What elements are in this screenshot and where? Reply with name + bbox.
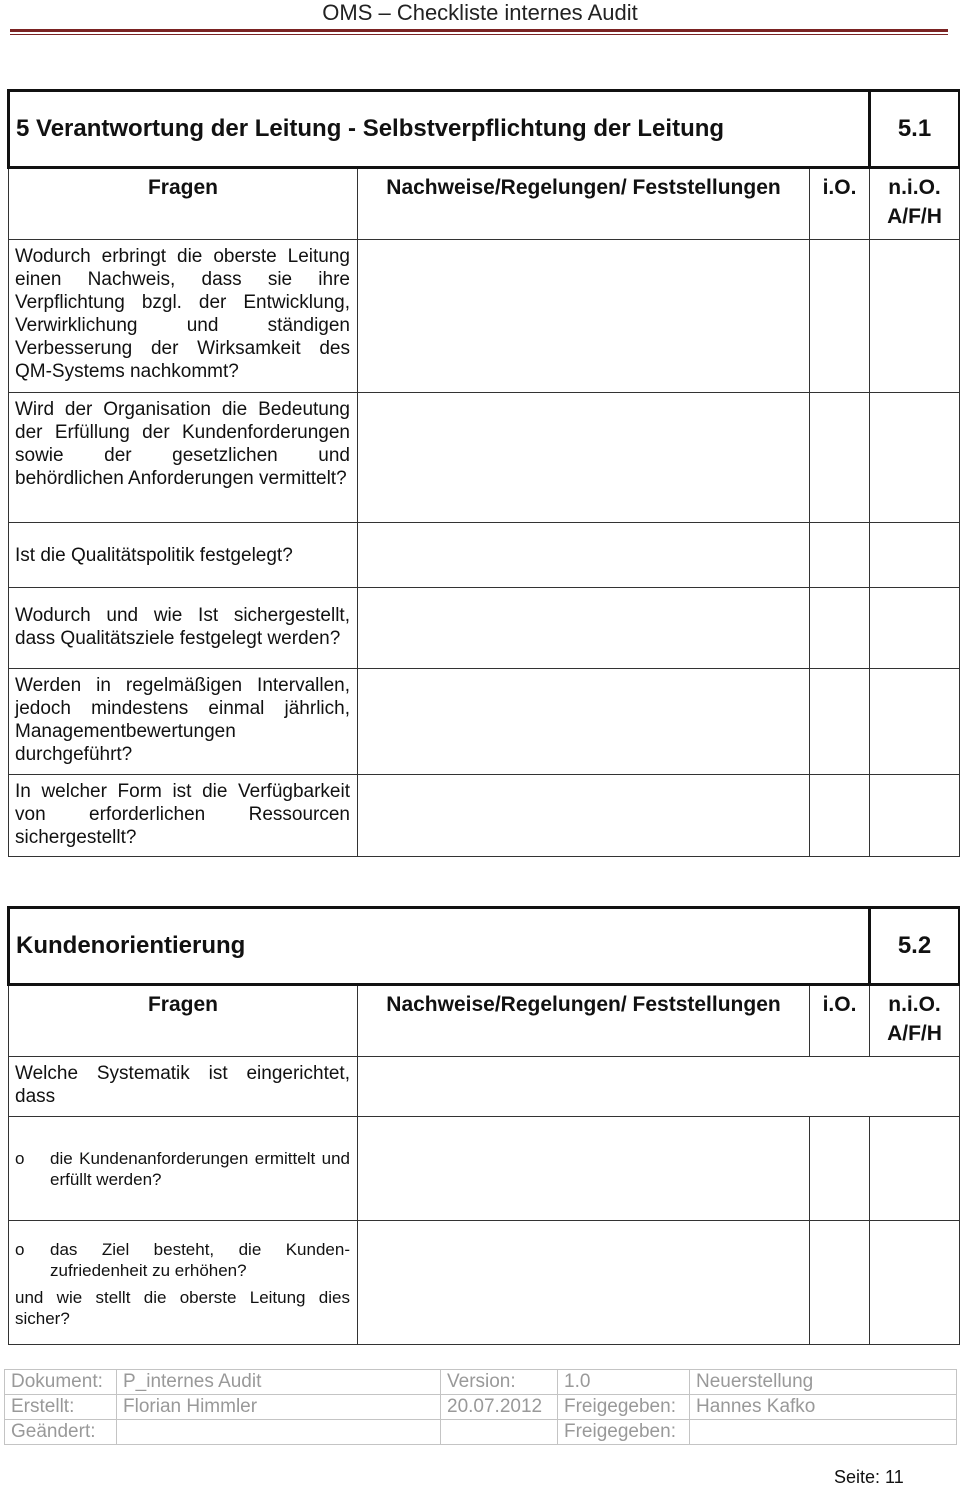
footer-empty-cell [690, 1420, 957, 1445]
nio-cell[interactable] [870, 240, 960, 393]
footer-version-value: 1.0 [558, 1370, 690, 1395]
bullet-text: die Kundenanforderungen ermittelt und erfüllt werden? [50, 1149, 350, 1189]
io-cell[interactable] [810, 1117, 870, 1221]
footer-empty-cell [441, 1420, 558, 1445]
audit-table-5-2 [7, 906, 960, 1345]
question-cell: Wodurch und wie Ist sichergestellt, dass Qualitätsziele festgelegt werden? [9, 588, 358, 669]
evidence-cell[interactable] [358, 1057, 960, 1117]
page-title: OMS – Checkliste internes Audit [322, 0, 638, 25]
title-rule-thin [10, 34, 948, 35]
col-header-fragen: Fragen [9, 985, 358, 1057]
bullet-marker: o [15, 1240, 25, 1259]
evidence-cell[interactable] [358, 393, 810, 523]
section-number: 5.2 [870, 908, 960, 985]
io-cell[interactable] [810, 393, 870, 523]
evidence-cell[interactable] [358, 588, 810, 669]
evidence-cell[interactable] [358, 669, 810, 775]
evidence-cell[interactable] [358, 523, 810, 588]
question-cell: Wird der Organisation die Bedeutung der Erfüllung der Kundenforderungen sowie der gesetzlichen und behördlichen Anforderungen vermittelt? [9, 393, 358, 523]
evidence-cell[interactable] [358, 775, 810, 857]
io-cell[interactable] [810, 775, 870, 857]
title-rule [10, 29, 948, 32]
footer-erstellt-date: 20.07.2012 [441, 1395, 558, 1420]
col-header-fragen: Fragen [9, 168, 358, 240]
io-cell[interactable] [810, 1221, 870, 1345]
document-footer [4, 1369, 957, 1445]
footer-erstellt-label: Erstellt: [5, 1395, 117, 1420]
io-cell[interactable] [810, 240, 870, 393]
bullet-item [15, 1239, 350, 1281]
nio-cell[interactable] [870, 669, 960, 775]
io-cell[interactable] [810, 523, 870, 588]
footer-status: Neuerstellung [690, 1370, 957, 1395]
section-title: Kundenorientierung [9, 908, 870, 985]
bullet-text: das Ziel besteht, die Kunden-zufriedenheit zu erhöhen? [50, 1240, 350, 1280]
bullet-marker: o [15, 1149, 25, 1168]
followup-question: und wie stellt die oberste Leitung dies sicher? [15, 1288, 350, 1328]
nio-cell[interactable] [870, 1221, 960, 1345]
io-cell[interactable] [810, 588, 870, 669]
col-header-nio: n.i.O. A/F/H [870, 168, 960, 240]
col-header-nio: n.i.O. A/F/H [870, 985, 960, 1057]
nio-cell[interactable] [870, 588, 960, 669]
footer-version-label: Version: [441, 1370, 558, 1395]
question-cell: Werden in regelmäßigen Intervallen, jedoch mindestens einmal jährlich, Managementbewertungen durchgeführt? [9, 669, 358, 775]
col-header-io: i.O. [810, 985, 870, 1057]
question-cell: Ist die Qualitätspolitik festgelegt? [9, 523, 358, 588]
nio-cell[interactable] [870, 1117, 960, 1221]
col-header-io: i.O. [810, 168, 870, 240]
question-cell [9, 1117, 358, 1221]
question-cell: Wodurch erbringt die oberste Leitung einen Nachweis, dass sie ihre Verpflichtung bzgl. der Entwicklung, Verwirklichung und ständigen Verbesserung der Wirksamkeit des QM-Systems nachkommt? [9, 240, 358, 393]
nio-cell[interactable] [870, 523, 960, 588]
nio-cell[interactable] [870, 393, 960, 523]
bullet-item [15, 1148, 350, 1190]
footer-freigegeben-label: Freigegeben: [558, 1395, 690, 1420]
section-title: 5 Verantwortung der Leitung - Selbstverpflichtung der Leitung [9, 91, 870, 168]
evidence-cell[interactable] [358, 1117, 810, 1221]
question-cell: Welche Systematik ist eingerichtet, dass [9, 1057, 358, 1117]
question-cell [9, 1221, 358, 1345]
footer-freigegeben-value: Hannes Kafko [690, 1395, 957, 1420]
question-cell: In welcher Form ist die Verfügbarkeit von erforderlichen Ressourcen sichergestellt? [9, 775, 358, 857]
footer-freigegeben-label-2: Freigegeben: [558, 1420, 690, 1445]
section-number: 5.1 [870, 91, 960, 168]
col-header-nachweise: Nachweise/Regelungen/ Feststellungen [358, 985, 810, 1057]
footer-dokument-label: Dokument: [5, 1370, 117, 1395]
audit-table-5-1 [7, 89, 960, 857]
io-cell[interactable] [810, 669, 870, 775]
footer-erstellt-value: Florian Himmler [117, 1395, 441, 1420]
footer-geaendert-label: Geändert: [5, 1420, 117, 1445]
col-header-nachweise: Nachweise/Regelungen/ Feststellungen [358, 168, 810, 240]
evidence-cell[interactable] [358, 1221, 810, 1345]
nio-cell[interactable] [870, 775, 960, 857]
footer-dokument-value: P_internes Audit [117, 1370, 441, 1395]
evidence-cell[interactable] [358, 240, 810, 393]
page-number: Seite: 11 [834, 1467, 904, 1487]
footer-empty-cell [117, 1420, 441, 1445]
